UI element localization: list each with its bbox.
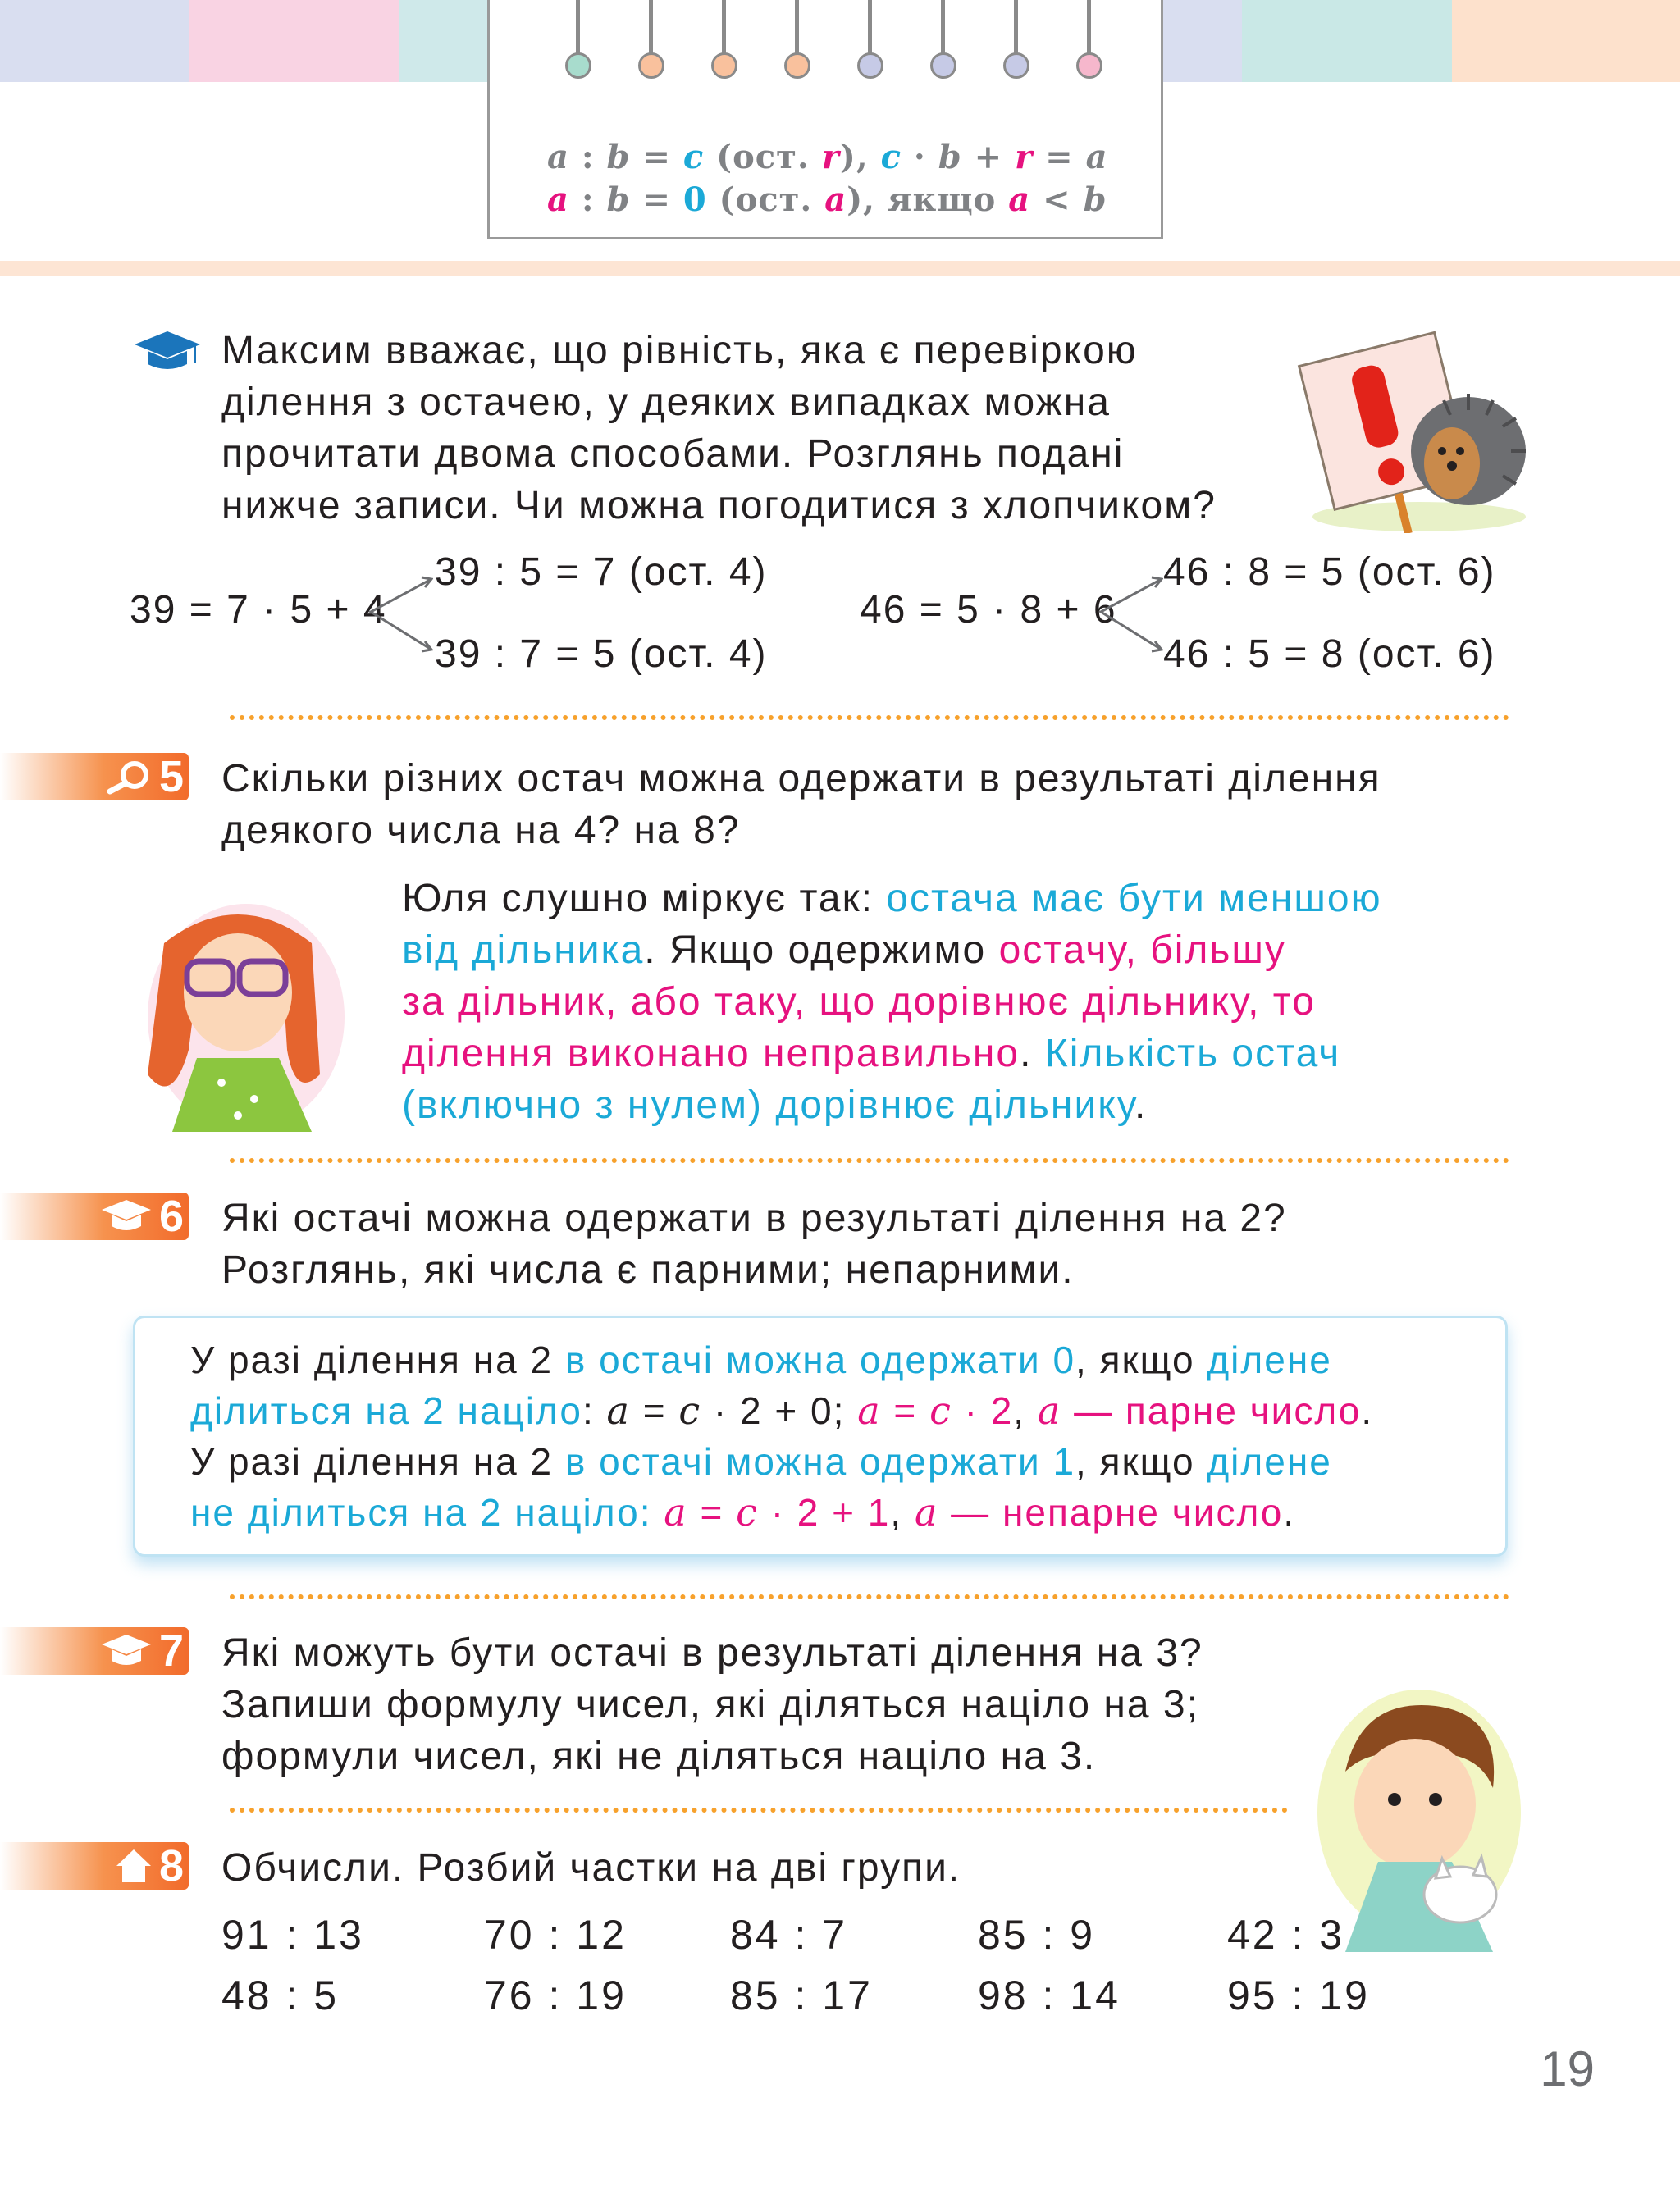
text-segment: a <box>547 138 569 176</box>
text-segment: a <box>664 1490 688 1535</box>
graduation-cap-icon <box>100 1633 153 1669</box>
dotted-divider <box>230 1808 1288 1813</box>
text-segment: c <box>682 138 705 176</box>
task-number: 7 <box>158 1626 184 1676</box>
text-segment: остача має бути меншою <box>886 877 1382 920</box>
task-text: деякого числа на 4? на 8? <box>221 809 741 852</box>
exercise: 85 : 9 <box>978 1912 1096 1958</box>
ring-hole <box>638 52 664 79</box>
text-segment: a <box>1008 180 1031 219</box>
exercise: 95 : 19 <box>1227 1973 1370 2018</box>
task-text: Розглянь, які числа є парними; непарними. <box>221 1248 1075 1292</box>
text-segment: b <box>1083 180 1107 219</box>
rule-line-1 <box>547 138 1108 176</box>
task-text: Які можуть бути остачі в результаті ділення на 3? <box>221 1631 1203 1675</box>
text-segment: — парне число <box>1061 1389 1362 1432</box>
text-segment: У разі ділення на 2 <box>190 1339 565 1381</box>
text-segment: c <box>736 1490 759 1535</box>
rule-box-line <box>190 1437 1332 1486</box>
reasoning-line <box>402 1079 1147 1131</box>
text-segment: r <box>821 138 840 176</box>
dotted-divider <box>230 1594 1509 1599</box>
text-segment: ), <box>839 138 881 176</box>
text-segment: в остачі можна одержати 1 <box>564 1440 1076 1483</box>
ring-hole <box>784 52 810 79</box>
color-strip <box>399 0 489 82</box>
ring-hole <box>930 52 956 79</box>
text-segment: . <box>1134 1083 1148 1127</box>
text-segment: : <box>568 180 607 219</box>
magnifier-icon <box>105 759 153 795</box>
text-segment: за дільник, або таку, що дорівнює дільнику, то <box>402 980 1316 1024</box>
text-segment: ділене <box>1207 1440 1332 1483</box>
color-strip <box>1163 0 1242 82</box>
text-segment: (ост. <box>704 138 822 176</box>
text-segment: : <box>568 138 607 176</box>
ring-hole <box>1003 52 1029 79</box>
text-segment: = <box>1033 138 1086 176</box>
ring-wire <box>722 0 726 57</box>
text-segment: , <box>890 1491 915 1534</box>
exercise: 84 : 7 <box>730 1912 848 1958</box>
reasoning-line <box>402 976 1316 1028</box>
text-segment: c <box>678 1389 702 1433</box>
task-text: формули чисел, які не діляться націло на 3. <box>221 1735 1097 1778</box>
task-text: Які остачі можна одержати в результаті ділення на 2? <box>221 1197 1287 1240</box>
text-segment: a <box>547 180 569 219</box>
text-segment: , якщо <box>1075 1440 1208 1483</box>
task-text: Скільки різних остач можна одержати в результаті ділення <box>221 757 1381 800</box>
text-segment: c <box>929 1389 952 1433</box>
text-segment: · 2 + 1 <box>758 1491 891 1534</box>
reasoning-line <box>402 924 1286 976</box>
text-segment: ), якщо <box>847 180 1009 219</box>
text-segment: = <box>630 138 683 176</box>
reasoning-line <box>402 873 1382 924</box>
exercise: 98 : 14 <box>978 1973 1121 2018</box>
exercise: 76 : 19 <box>484 1973 627 2018</box>
text-segment: a <box>1037 1389 1062 1433</box>
text-segment: = <box>630 1389 679 1432</box>
text-segment: (ост. <box>706 180 825 219</box>
color-strip <box>1242 0 1452 82</box>
exercise: 42 : 3 <box>1227 1912 1345 1958</box>
text-segment: a <box>1085 138 1108 176</box>
text-segment: . <box>1020 1032 1045 1075</box>
exercise: 70 : 12 <box>484 1912 627 1958</box>
right-equation: 46 = 5 · 8 + 6 <box>860 588 1117 632</box>
text-segment: ділене <box>1207 1339 1332 1381</box>
rule-box-line <box>190 1335 1332 1384</box>
text-segment: від дільника <box>402 928 645 972</box>
ring-wire <box>795 0 799 57</box>
text-segment: + <box>961 138 1016 176</box>
rule-line-2 <box>547 180 1107 219</box>
ring-wire <box>576 0 580 57</box>
text-segment: c <box>880 138 902 176</box>
text-segment: a <box>824 180 847 219</box>
intro-line: Максим вважає, що рівність, яка є перевіркою <box>221 329 1138 372</box>
text-segment: · <box>902 138 938 176</box>
color-strip <box>189 0 399 82</box>
graduation-cap-icon <box>100 1198 153 1234</box>
task-number-tab <box>0 1842 189 1890</box>
intro-line: ділення з остачею, у деяких випадках можна <box>221 381 1111 424</box>
page-number: 19 <box>1540 2041 1595 2096</box>
girl-illustration <box>123 886 353 1132</box>
left-top-equation: 39 : 5 = 7 (ост. 4) <box>435 550 768 594</box>
color-strip <box>0 0 189 82</box>
text-segment: ділиться на 2 націло <box>190 1389 582 1432</box>
reasoning-line <box>402 1028 1340 1079</box>
text-segment: = <box>881 1389 930 1432</box>
task-number-tab <box>0 1193 189 1240</box>
text-segment: У разі ділення на 2 <box>190 1440 565 1483</box>
text-segment: , <box>1013 1389 1038 1432</box>
text-segment: a <box>857 1389 882 1433</box>
ring-hole <box>1076 52 1102 79</box>
task-number: 5 <box>158 752 184 801</box>
task-number-tab <box>0 753 189 800</box>
rule-box-line <box>190 1488 1295 1537</box>
ring-wire <box>941 0 945 57</box>
task-text: Обчисли. Розбий частки на дві групи. <box>221 1846 961 1890</box>
ring-hole <box>565 52 591 79</box>
text-segment: b <box>606 180 631 219</box>
task-number: 6 <box>158 1192 184 1241</box>
text-segment: a <box>606 1389 631 1433</box>
exercise: 85 : 17 <box>730 1973 873 2018</box>
text-segment: = <box>630 180 683 219</box>
ring-wire <box>649 0 653 57</box>
text-segment: . <box>1283 1491 1296 1534</box>
text-segment: в остачі можна одержати 0 <box>564 1339 1076 1381</box>
ring-hole <box>711 52 737 79</box>
color-strip <box>1452 0 1680 82</box>
rule-box-line <box>190 1386 1373 1435</box>
text-segment: a <box>914 1490 939 1535</box>
text-segment: Юля слушно міркує так: <box>402 877 887 920</box>
split-arrows <box>1098 574 1163 656</box>
exercise: 91 : 13 <box>221 1912 364 1958</box>
left-bottom-equation: 39 : 7 = 5 (ост. 4) <box>435 632 768 676</box>
dotted-divider <box>230 715 1509 720</box>
text-segment: не ділиться на 2 націло: <box>190 1491 664 1534</box>
hedgehog-illustration <box>1296 312 1542 533</box>
rule-card <box>487 0 1163 239</box>
right-bottom-equation: 46 : 5 = 8 (ост. 6) <box>1163 632 1496 676</box>
text-segment: b <box>938 138 962 176</box>
ring-wire <box>1087 0 1091 57</box>
task-number: 8 <box>158 1841 184 1890</box>
text-segment: 0 <box>682 180 707 219</box>
split-arrows <box>368 574 433 656</box>
text-segment: Кількість остач <box>1044 1032 1341 1075</box>
ring-wire <box>1014 0 1018 57</box>
text-segment: — непарне число <box>938 1491 1284 1534</box>
text-segment: = <box>687 1491 737 1534</box>
text-segment: r <box>1015 138 1034 176</box>
text-segment: < <box>1030 180 1084 219</box>
left-equation: 39 = 7 · 5 + 4 <box>130 588 387 632</box>
text-segment: (включно з нулем) дорівнює дільнику <box>402 1083 1134 1127</box>
task-number-tab <box>0 1627 189 1675</box>
text-segment: · 2 + 0; <box>701 1389 858 1432</box>
intro-line: прочитати двома способами. Розглянь подані <box>221 432 1125 476</box>
ring-hole <box>857 52 883 79</box>
intro-line: нижче записи. Чи можна погодитися з хлопчиком? <box>221 484 1217 527</box>
exercise: 48 : 5 <box>221 1973 340 2018</box>
right-top-equation: 46 : 8 = 5 (ост. 6) <box>1163 550 1496 594</box>
dotted-divider <box>230 1158 1509 1163</box>
header-divider <box>0 261 1680 276</box>
house-icon <box>115 1848 153 1884</box>
ring-wire <box>868 0 872 57</box>
graduation-cap-icon <box>133 328 202 374</box>
text-segment: , якщо <box>1075 1339 1208 1381</box>
text-segment: остачу, більшу <box>998 928 1286 972</box>
text-segment: b <box>606 138 631 176</box>
text-segment: ділення виконано неправильно <box>402 1032 1020 1075</box>
text-segment: · 2 <box>952 1389 1014 1432</box>
text-segment: . Якщо одержимо <box>644 928 999 972</box>
task-text: Запиши формулу чисел, які діляться націло на 3; <box>221 1683 1199 1726</box>
text-segment: . <box>1361 1389 1374 1432</box>
text-segment: : <box>582 1389 607 1432</box>
